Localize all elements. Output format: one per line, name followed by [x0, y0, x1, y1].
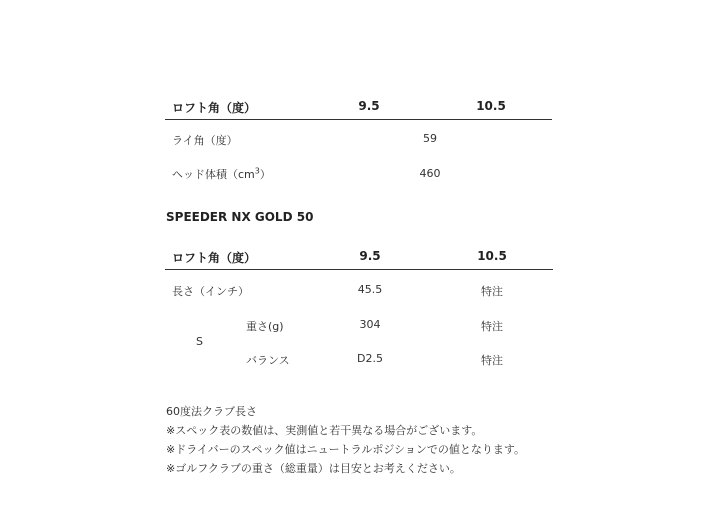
head-volume-label: ヘッド体積$(cm^3)$ — [172, 166, 271, 181]
shaft-title: SPEEDER NX GOLD 50 — [166, 210, 314, 224]
note-weight-estimate: ※ゴルフクラブの重さ（総重量）は目安とお考えください。 — [166, 462, 461, 475]
shaft-loft-header-col-2: 10.5 — [477, 249, 507, 263]
balance-label: バランス — [246, 354, 290, 367]
note-neutral-position: ※ドライバーのスペック値はニュートラルポジションでの値となります。 — [166, 443, 525, 456]
loft-header-label: ロフト角（度） — [172, 101, 257, 115]
length-col-1: 45.5 — [357, 283, 383, 296]
note-club-length: 60度法クラブ長さ — [166, 405, 257, 418]
header-divider — [165, 119, 552, 120]
loft-header-col-2: 10.5 — [476, 99, 506, 113]
lie-angle-label: ライ角（度） — [172, 134, 238, 147]
length-col-2: 特注 — [481, 285, 503, 298]
loft-header-col-1: 9.5 — [358, 99, 380, 113]
shaft-loft-header-col-1: 9.5 — [359, 249, 381, 263]
length-label: 長さ（インチ） — [172, 285, 249, 298]
weight-label: 重さ(g) — [246, 320, 284, 333]
shaft-loft-header-label: ロフト角（度） — [172, 251, 257, 265]
balance-col-2: 特注 — [481, 354, 503, 367]
shaft-header-divider — [165, 269, 553, 270]
note-measured-values: ※スペック表の数値は、実測値と若干異なる場合がございます。 — [166, 424, 483, 437]
balance-col-1: D2.5 — [357, 352, 383, 365]
head-volume-value: 460 — [419, 167, 441, 180]
weight-col-1: 304 — [359, 318, 381, 331]
flex-label: S — [196, 335, 203, 348]
lie-angle-value: 59 — [423, 132, 437, 145]
weight-col-2: 特注 — [481, 320, 503, 333]
